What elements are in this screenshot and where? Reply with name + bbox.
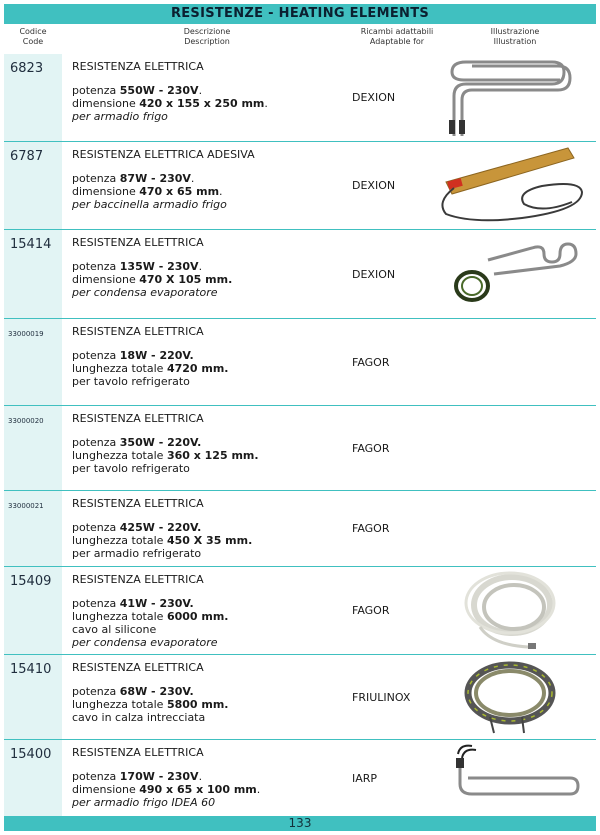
size-line: lunghezza totale 4720 mm. — [72, 362, 229, 375]
product-name: RESISTENZA ELETTRICA — [72, 497, 204, 510]
power-line: potenza 550W - 230V. — [72, 84, 203, 97]
product-name: RESISTENZA ELETTRICA — [72, 412, 204, 425]
size-line: lunghezza totale 6000 mm. — [72, 610, 229, 623]
header-illustration: Illustrazione Illustration — [490, 27, 540, 46]
brand-label: IARP — [352, 771, 378, 785]
header-code: Codice Code — [19, 27, 47, 46]
power-line: potenza 18W - 220V. — [72, 349, 194, 362]
product-description — [62, 567, 352, 654]
product-description — [62, 230, 352, 318]
power-line: potenza 350W - 220V. — [72, 436, 202, 449]
table-row — [4, 655, 596, 740]
product-code: 6787 — [4, 142, 62, 229]
product-name: RESISTENZA ELETTRICA — [72, 661, 204, 674]
product-code: 33000020 — [4, 406, 62, 490]
braided-cable-coil-icon — [432, 655, 598, 739]
use-line: per tavolo refrigerato — [72, 375, 190, 388]
brand-label: DEXION — [352, 267, 396, 281]
brand-label: FAGOR — [352, 441, 390, 455]
power-line: potenza 68W - 230V. — [72, 685, 194, 698]
power-line: potenza 170W - 230V. — [72, 770, 203, 783]
product-illustration — [432, 406, 596, 490]
product-table — [4, 54, 596, 817]
table-row — [4, 567, 596, 655]
product-illustration — [432, 54, 596, 141]
size-line: lunghezza totale 450 X 35 mm. — [72, 534, 253, 547]
use-line: per armadio refrigerato — [72, 547, 202, 560]
header-description: Descrizione Description — [183, 27, 231, 46]
power-line: potenza 41W - 230V. — [72, 597, 194, 610]
brand-label: FRIULINOX — [352, 690, 411, 704]
product-illustration — [432, 655, 596, 739]
product-code: 15414 — [4, 230, 62, 318]
use-line: per tavolo refrigerato — [72, 462, 190, 475]
size-line: dimensione 470 x 65 mm. — [72, 185, 223, 198]
use-line: per baccinella armadio frigo — [72, 198, 227, 211]
product-description — [62, 142, 352, 229]
product-name: RESISTENZA ELETTRICA — [72, 746, 204, 759]
product-name: RESISTENZA ELETTRICA — [72, 60, 204, 73]
product-description — [62, 54, 352, 141]
heating-foil-icon — [432, 142, 598, 228]
header-adaptable: Ricambi adattabili Adaptable for — [360, 27, 434, 46]
product-name: RESISTENZA ELETTRICA — [72, 236, 204, 249]
product-illustration — [432, 319, 596, 405]
size-line: lunghezza totale 5800 mm. — [72, 698, 229, 711]
coiled-element-icon — [432, 230, 598, 318]
product-description — [62, 319, 352, 405]
use-line: per armadio frigo — [72, 110, 168, 123]
product-description — [62, 491, 352, 566]
heating-element-icon — [432, 54, 598, 140]
power-line: potenza 425W - 220V. — [72, 521, 202, 534]
product-illustration — [432, 567, 596, 654]
brand-label: DEXION — [352, 91, 396, 104]
product-name: RESISTENZA ELETTRICA — [72, 573, 204, 586]
product-illustration — [432, 142, 596, 229]
table-row — [4, 230, 596, 319]
product-code: 15410 — [4, 655, 62, 739]
table-row — [4, 406, 596, 491]
product-code: 6823 — [4, 54, 62, 141]
brand-label: FAGOR — [352, 522, 390, 535]
product-code: 15409 — [4, 567, 62, 654]
size-line: lunghezza totale 360 x 125 mm. — [72, 449, 259, 462]
cable-line: cavo in calza intrecciata — [72, 711, 206, 724]
product-description — [62, 655, 352, 739]
power-line: potenza 87W - 230V. — [72, 172, 195, 185]
product-description — [62, 740, 352, 816]
table-row — [4, 54, 596, 142]
table-row — [4, 319, 596, 406]
use-line: per condensa evaporatore — [72, 636, 218, 649]
product-illustration — [432, 230, 596, 318]
page-title: RESISTENZE - HEATING ELEMENTS — [4, 4, 596, 24]
product-description — [62, 406, 352, 490]
table-row — [4, 142, 596, 230]
product-illustration — [432, 491, 596, 566]
size-line: dimensione 490 x 65 x 100 mm. — [72, 783, 261, 796]
product-illustration — [432, 740, 596, 816]
product-code: 33000019 — [4, 319, 62, 405]
cable-coil-icon — [432, 567, 598, 654]
brand-label: DEXION — [352, 179, 396, 192]
table-row — [4, 491, 596, 567]
brand-label: FAGOR — [352, 604, 390, 617]
size-line: dimensione 420 x 155 x 250 mm. — [72, 97, 268, 110]
use-line: per armadio frigo IDEA 60 — [72, 796, 216, 809]
size-line: dimensione 470 X 105 mm. — [72, 273, 233, 286]
use-line: per condensa evaporatore — [72, 286, 218, 299]
brand-label: FAGOR — [352, 355, 390, 369]
product-name: RESISTENZA ELETTRICA — [72, 325, 204, 338]
power-line: potenza 135W - 230V. — [72, 260, 203, 273]
table-row — [4, 740, 596, 817]
heating-element-icon — [432, 740, 598, 816]
product-code: 15400 — [4, 740, 62, 816]
page-number: 133 — [4, 816, 596, 831]
product-name: RESISTENZA ELETTRICA ADESIVA — [72, 148, 255, 161]
cable-line: cavo al silicone — [72, 623, 157, 636]
product-code: 33000021 — [4, 491, 62, 566]
